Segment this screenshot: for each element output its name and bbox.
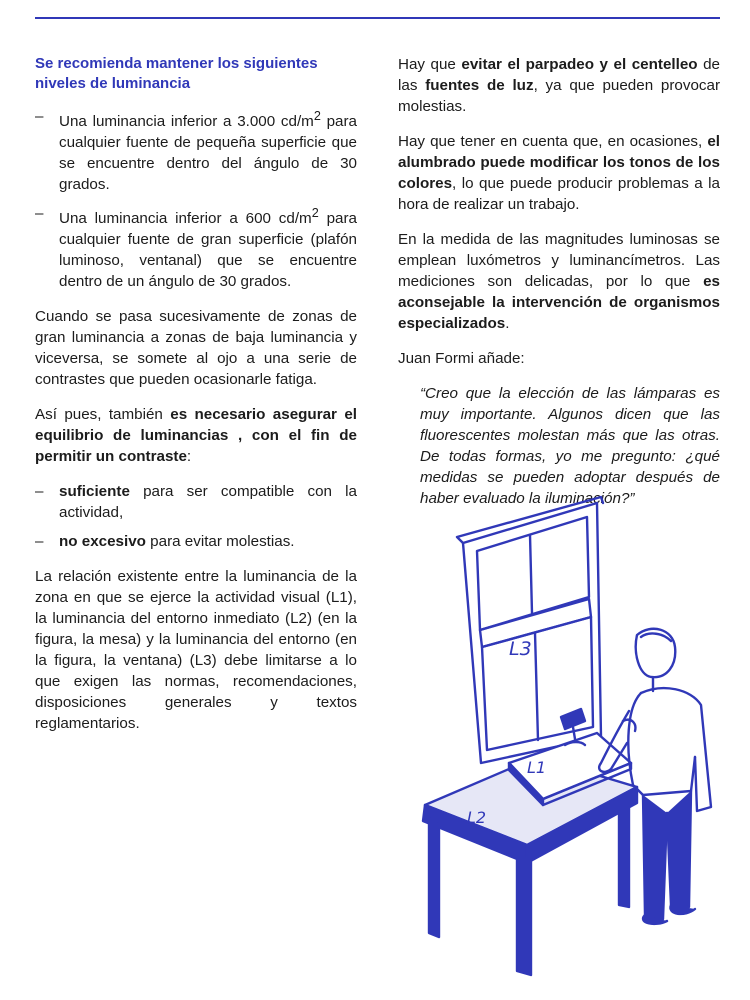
label-l2: L2 (467, 808, 487, 827)
quote: “Creo que la elección de las lámparas es muy importante. Algunos dicen que las fluorescentes molestan más que las otras. De todas formas, yo me pregunto: ¿qué medidas se pueden adoptar después de haber evaluado la iluminación?” (420, 385, 720, 507)
paragraph-equilibrium: Así pues, también es necesario asegurar el equilibrio de luminancias , con el fin de permitir un contraste: (35, 406, 357, 466)
list-item: – suficiente para ser compatible con la actividad, (35, 481, 357, 523)
section-heading: Se recomienda mantener los siguientes niveles de luminancia (35, 55, 318, 92)
top-rule (35, 17, 720, 19)
paragraph-contrasts: Cuando se pasa sucesivamente de zonas de gran luminancia a zonas de baja luminancia y viceversa, se somete al ojo a una serie de contrastes que pueden ocasionarle fatiga. (35, 308, 357, 389)
paragraph-author: Juan Formi añade: (398, 350, 525, 367)
luminance-levels-list (35, 106, 357, 292)
workplace-illustration (405, 495, 735, 985)
list-item: – Una luminancia inferior a 3.000 $cd/m^2$ para cualquier fuente de pequeña superficie que se encuentre dentro del ángulo de 30 grados. (35, 106, 357, 195)
list-item: – Una luminancia inferior a 600 $cd/m^2$ para cualquier fuente de gran superficie (plafón luminoso, ventanal) que se encuentre dentro de un ángulo de 30 grados. (35, 203, 357, 292)
right-column (398, 54, 720, 523)
paragraph-relation: La relación existente entre la luminancia de la zona en que se ejerce la actividad visual (L1), la luminancia del entorno inmediato (L2) (en la figura, la mesa) y la luminancia del entorno (en la figura, la ventana) (L3) debe limitarse a lo que exigen las normas, recomendaciones, disposiciones generales y textos reglamentarios. (35, 568, 357, 733)
paragraph-measurement: En la medida de las magnitudes luminosas se emplean luxómetros y luminancímetros. Las mediciones son delicadas, por lo que es aconsejable la intervención de organismos especializados. (398, 231, 720, 332)
list-item: – no excesivo para evitar molestias. (35, 531, 357, 552)
left-column (35, 54, 357, 748)
label-l1: L1 (527, 758, 547, 777)
paragraph-flicker: Hay que evitar el parpadeo y el centelleo de las fuentes de luz, ya que pueden provocar molestias. (398, 56, 721, 115)
paragraph-colors: Hay que tener en cuenta que, en ocasiones, el alumbrado puede modificar los tonos de los colores, lo que puede producir problemas a la hora de realizar un trabajo. (398, 133, 720, 213)
contrast-list (35, 481, 357, 552)
label-l3: L3 (509, 638, 532, 660)
lamp-drawing (561, 709, 585, 739)
